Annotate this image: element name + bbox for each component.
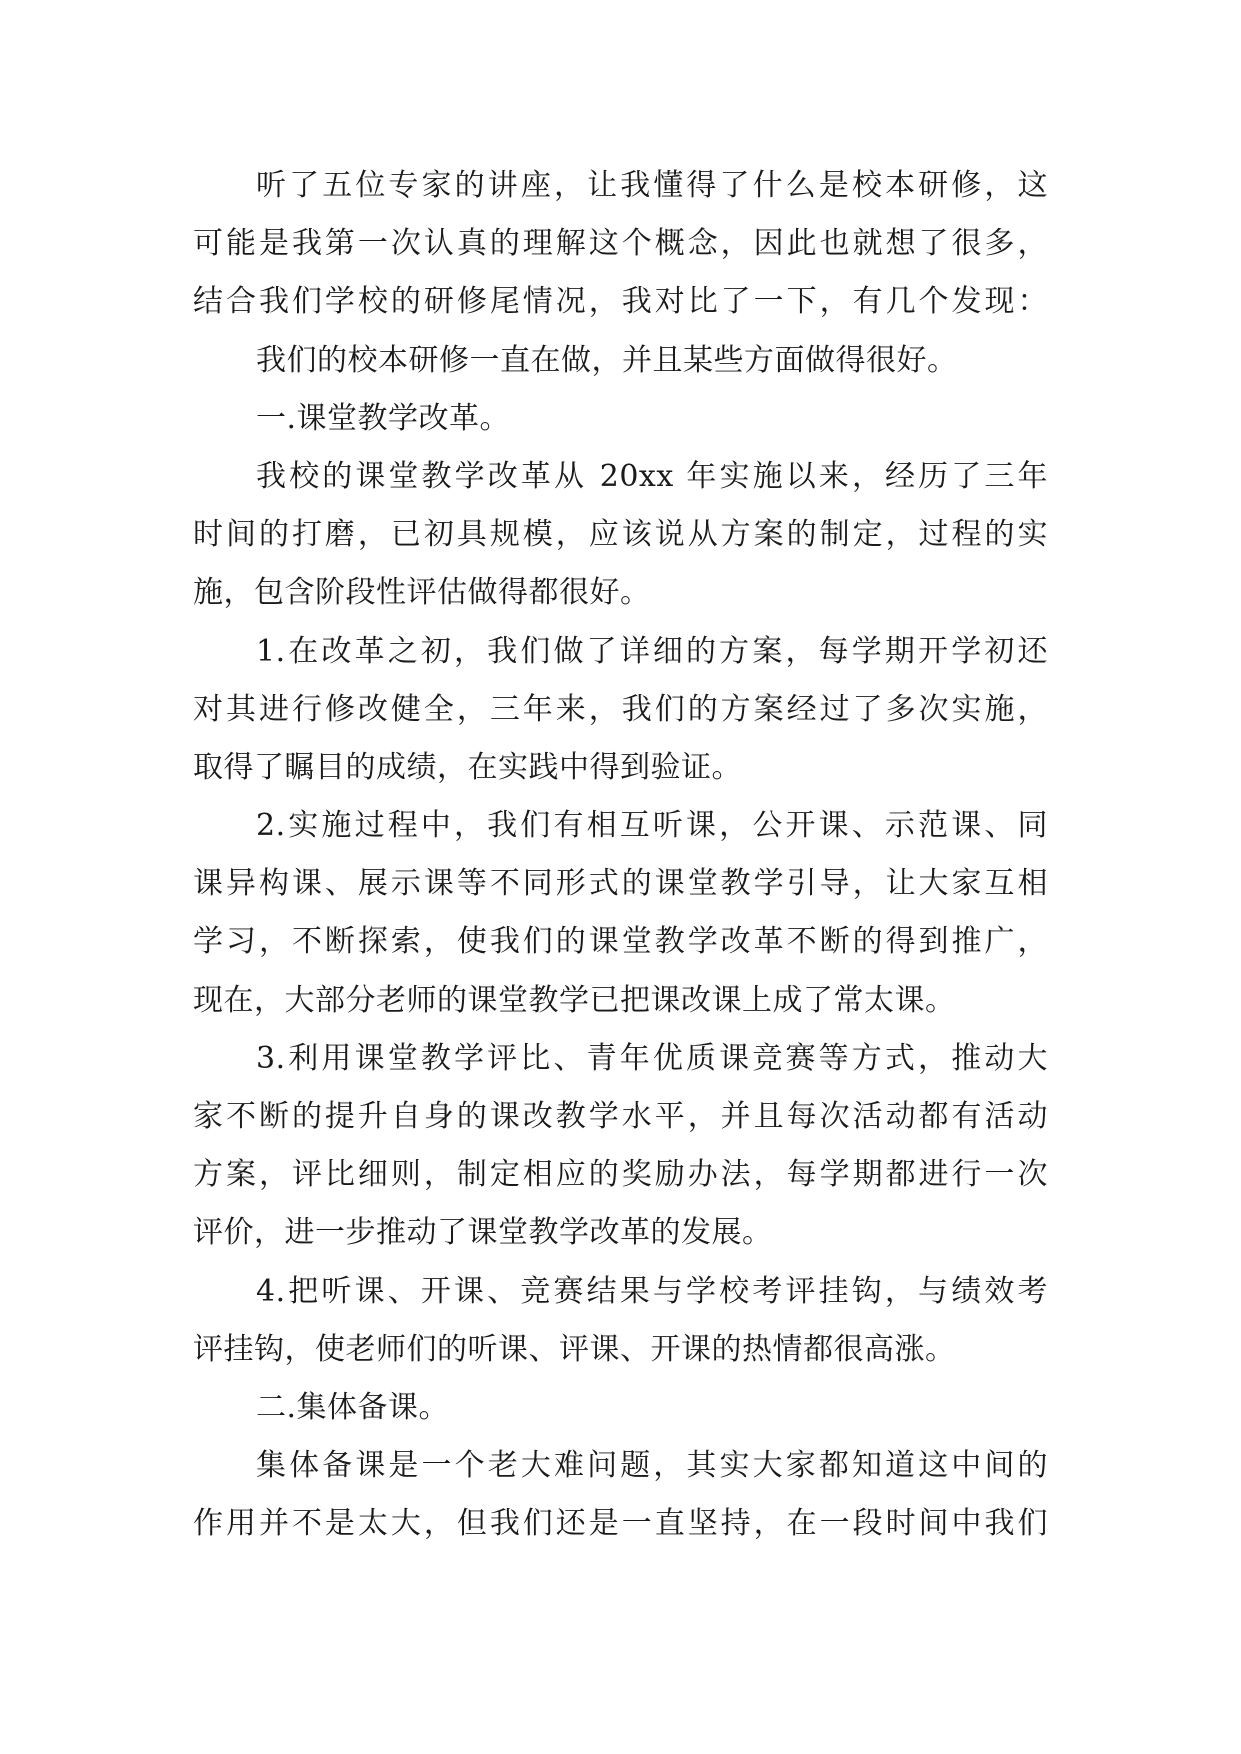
- section-heading: 二.集体备课。: [256, 1389, 450, 1425]
- text-line: 结合我们学校的研修尾情况，我对比了一下，有几个发现：: [193, 284, 1048, 320]
- text-line: 3.利用课堂教学评比、青年优质课竞赛等方式，推动大: [256, 1040, 1048, 1076]
- text-line: 听了五位专家的讲座，让我懂得了什么是校本研修，这: [256, 168, 1048, 203]
- text-line: 集体备课是一个老大难问题，其实大家都知道这中间的: [256, 1448, 1048, 1484]
- text-line: 2.实施过程中，我们有相互听课，公开课、示范课、同: [256, 808, 1048, 844]
- section-heading: 一.课堂教学改革。: [256, 400, 511, 436]
- text-line: 家不断的提升自身的课改教学水平，并且每次活动都有活动: [193, 1099, 1048, 1134]
- text-line: 时间的打磨，已初具规模，应该说从方案的制定，过程的实: [193, 517, 1048, 553]
- text-line: 作用并不是太大，但我们还是一直坚持，在一段时间中我们: [193, 1506, 1048, 1542]
- text-line: 现在，大部分老师的课堂教学已把课改课上成了常太课。: [193, 982, 956, 1018]
- text-line: 施，包含阶段性评估做得都很好。: [193, 575, 651, 611]
- text-line: 评价，进一步推动了课堂教学改革的发展。: [193, 1215, 773, 1251]
- text-line: 我校的课堂教学改革从 20xx 年实施以来，经历了三年: [256, 458, 1048, 494]
- text-line: 可能是我第一次认真的理解这个概念，因此也就想了很多，: [193, 226, 1048, 262]
- text-line: 我们的校本研修一直在做，并且某些方面做得很好。: [256, 342, 958, 378]
- text-line: 方案，评比细则，制定相应的奖励办法，每学期都进行一次: [193, 1157, 1048, 1193]
- text-line: 1.在改革之初，我们做了详细的方案，每学期开学初还: [256, 633, 1048, 669]
- text-line: 4.把听课、开课、竞赛结果与学校考评挂钩，与绩效考: [256, 1273, 1048, 1309]
- text-line: 评挂钩，使老师们的听课、评课、开课的热情都很高涨。: [193, 1331, 956, 1367]
- text-line: 课异构课、展示课等不同形式的课堂教学引导，让大家互相: [193, 866, 1048, 902]
- document-body: [193, 157, 1048, 1554]
- text-line: 取得了瞩目的成绩，在实践中得到验证。: [193, 749, 742, 785]
- text-line: 学习，不断探索，使我们的课堂教学改革不断的得到推广，: [193, 924, 1048, 960]
- text-line: 对其进行修改健全，三年来，我们的方案经过了多次实施，: [193, 691, 1048, 727]
